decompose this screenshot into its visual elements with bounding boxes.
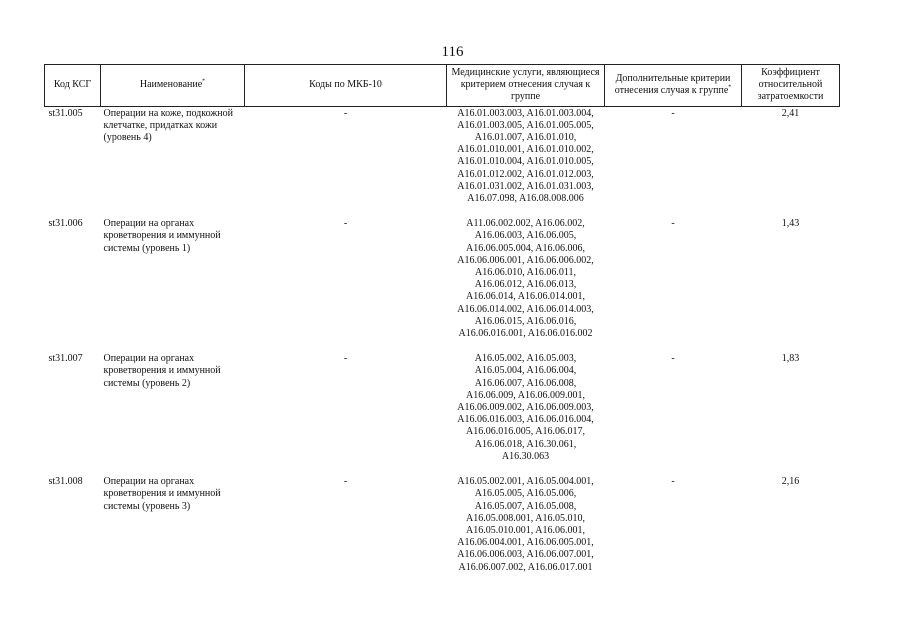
service-code-line: A16.06.003, A16.06.005, xyxy=(474,230,577,242)
row-services xyxy=(447,352,605,475)
service-code-line: A16.01.007, A16.01.010, xyxy=(474,132,577,144)
service-code-line: A16.05.010.001, A16.06.001, xyxy=(466,524,585,536)
row-services xyxy=(447,106,605,217)
row-mkb: - xyxy=(343,107,348,119)
service-code-line: A16.06.009.002, A16.06.009.003, xyxy=(457,402,594,414)
service-code-line: A16.06.007.002, A16.06.017.001 xyxy=(458,561,593,573)
row-code: st31.006 xyxy=(48,218,83,230)
row-name: Операции на органах кроветворения и иммунной системы (уровень 2) xyxy=(103,353,221,389)
row-coef: 2,41 xyxy=(781,107,800,119)
row-mkb: - xyxy=(343,476,348,488)
service-code-line: A16.01.003.003, A16.01.003.004, xyxy=(457,107,594,119)
service-code-line: A16.06.014, A16.06.014.001, xyxy=(466,291,585,303)
row-name: Операции на коже, подкожной клетчатке, придатках кожи (уровень 4) xyxy=(103,107,233,144)
header-coef: Коэффициент относительной затратоемкости xyxy=(742,65,840,107)
service-code-line: A16.07.098, A16.08.008.006 xyxy=(467,193,584,205)
service-code-line: A11.06.002.002, A16.06.002, xyxy=(466,218,585,230)
header-name: Наименование* xyxy=(101,65,245,107)
service-code-line: A16.06.016.005, A16.06.017, xyxy=(466,426,585,438)
table-row xyxy=(45,106,840,217)
service-code-line: A16.06.016.001, A16.06.016.002 xyxy=(458,328,593,340)
row-mkb: - xyxy=(343,353,348,365)
service-code-line: A16.05.008.001, A16.05.010, xyxy=(466,512,585,524)
service-code-line: A16.01.010.004, A16.01.010.005, xyxy=(457,156,594,168)
row-services xyxy=(447,475,605,586)
header-code: Код КСГ xyxy=(45,65,101,107)
table-row xyxy=(45,217,840,352)
service-code-line: A16.06.015, A16.06.016, xyxy=(474,315,577,327)
service-code-line: A16.01.012.002, A16.01.012.003, xyxy=(457,168,594,180)
row-extra: - xyxy=(671,353,675,365)
page-number: 116 xyxy=(441,44,464,60)
ksg-table xyxy=(44,64,840,586)
service-code-line: A16.06.009, A16.06.009.001, xyxy=(466,389,585,401)
service-code-line: A16.06.006.001, A16.06.006.002, xyxy=(457,254,594,266)
service-code-line: A16.06.010, A16.06.011, xyxy=(474,267,577,279)
service-code-line: A16.05.005, A16.05.006, xyxy=(474,488,577,500)
service-code-line: A16.06.014.002, A16.06.014.003, xyxy=(457,303,594,315)
row-code: st31.005 xyxy=(48,107,83,119)
service-code-line: A16.06.016.003, A16.06.016.004, xyxy=(457,414,594,426)
service-code-line: A16.06.007, A16.06.008, xyxy=(474,377,577,389)
row-coef: 1,83 xyxy=(781,353,800,365)
table-body xyxy=(45,106,840,586)
service-code-line: A16.05.004, A16.06.004, xyxy=(474,365,577,377)
table-header xyxy=(45,65,840,107)
service-code-line: A16.06.005.004, A16.06.006, xyxy=(466,242,585,254)
header-extra-mark: * xyxy=(728,84,732,91)
service-code-line: A16.01.031.002, A16.01.031.003, xyxy=(457,180,594,192)
service-code-line: A16.05.002, A16.05.003, xyxy=(474,353,577,365)
service-code-line: A16.05.002.001, A16.05.004.001, xyxy=(457,476,594,488)
row-extra: - xyxy=(671,107,675,119)
service-code-line: A16.06.006.003, A16.06.007.001, xyxy=(457,549,594,561)
service-code-line: A16.06.012, A16.06.013, xyxy=(474,279,577,291)
service-code-line: A16.06.004.001, A16.06.005.001, xyxy=(457,537,594,549)
row-extra: - xyxy=(671,476,675,488)
row-extra: - xyxy=(671,218,675,230)
row-code: st31.008 xyxy=(48,476,83,488)
service-code-line: A16.06.018, A16.30.061, xyxy=(474,438,577,450)
row-coef: 2,16 xyxy=(781,476,800,488)
row-coef: 1,43 xyxy=(781,218,800,230)
row-name: Операции на органах кроветворения и иммунной системы (уровень 3) xyxy=(103,476,221,512)
row-code: st31.007 xyxy=(48,353,83,365)
service-code-line: A16.01.010.001, A16.01.010.002, xyxy=(457,144,594,156)
service-code-line: A16.01.003.005, A16.01.005.005, xyxy=(457,119,594,131)
header-mkb: Коды по МКБ-10 xyxy=(245,65,447,107)
table-row xyxy=(45,475,840,586)
header-extra: Дополнительные критерии отнесения случая к группе* xyxy=(605,65,742,107)
header-services: Медицинские услуги, являющиеся критерием отнесения случая к группе xyxy=(447,65,605,107)
header-name-mark: * xyxy=(202,78,206,85)
table-row xyxy=(45,352,840,475)
row-services xyxy=(447,217,605,352)
row-name: Операции на органах кроветворения и иммунной системы (уровень 1) xyxy=(103,218,221,254)
service-code-line: A16.30.063 xyxy=(501,450,550,462)
row-mkb: - xyxy=(343,218,348,230)
service-code-line: A16.05.007, A16.05.008, xyxy=(474,500,577,512)
